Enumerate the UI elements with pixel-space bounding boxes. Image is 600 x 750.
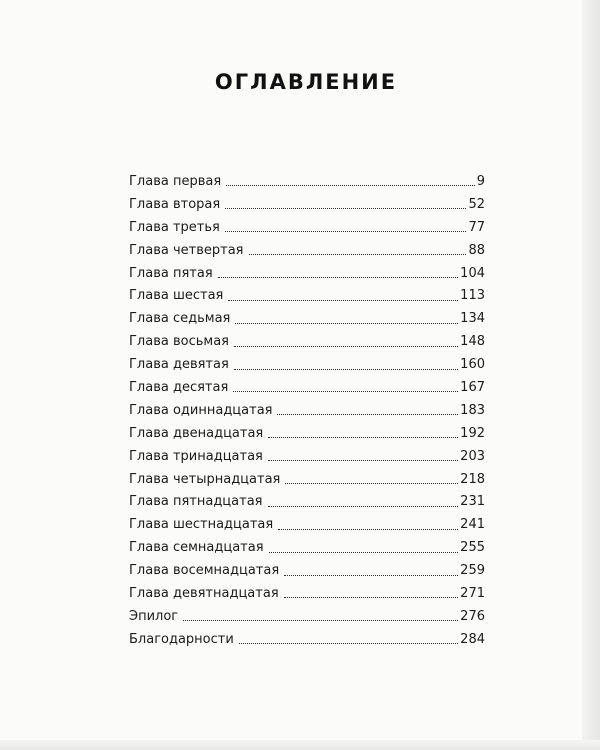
toc-entry-page: 9 [476,173,485,189]
toc-entry [129,193,485,216]
toc-entry [129,284,485,307]
toc-entry [129,422,485,445]
toc-entry-label: Глава девятая [129,357,229,373]
toc-entry [129,399,485,422]
toc-entry-page: 192 [460,425,485,441]
dot-leader [218,276,459,278]
dot-leader [277,413,458,415]
toc-entry-label: Глава пятая [129,265,213,281]
table-of-contents [129,170,485,651]
page-title: ОГЛАВЛЕНИЕ [214,70,398,94]
toc-entry-label: Глава первая [129,173,222,189]
toc-entry [129,513,485,536]
toc-entry [129,262,485,285]
toc-entry-page: 241 [460,517,485,533]
toc-entry [129,307,485,330]
dot-leader [269,551,459,553]
toc-entry-page: 104 [460,265,485,281]
dot-leader [239,642,458,644]
toc-entry [129,330,485,353]
toc-entry-label: Глава одиннадцатая [129,402,273,418]
toc-entry-page: 255 [460,540,485,556]
toc-entry-label: Глава седьмая [129,311,231,327]
toc-entry [129,376,485,399]
dot-leader [249,253,467,255]
toc-entry-label: Глава девятнадцатая [129,585,279,601]
toc-entry [129,468,485,491]
toc-entry-label: Глава четырнадцатая [129,471,281,487]
toc-entry [129,605,485,628]
dot-leader [278,528,458,530]
dot-leader [225,207,466,209]
toc-entry-page: 88 [468,242,485,258]
toc-entry [129,353,485,376]
toc-entry-label: Эпилог [129,608,179,624]
dot-leader [284,574,458,576]
toc-entry [129,490,485,513]
toc-entry-label: Глава пятнадцатая [129,494,263,510]
toc-entry-page: 77 [468,219,485,235]
dot-leader [234,345,458,347]
toc-entry-label: Глава тринадцатая [129,448,263,464]
toc-entry-label: Глава восемнадцатая [129,563,280,579]
toc-entry-label: Глава третья [129,219,220,235]
dot-leader [226,184,475,186]
toc-entry [129,170,485,193]
dot-leader [183,619,458,621]
toc-entry [129,582,485,605]
toc-entry [129,536,485,559]
toc-entry [129,628,485,651]
toc-entry-page: 183 [460,402,485,418]
toc-entry-page: 276 [460,608,485,624]
toc-entry [129,445,485,468]
toc-entry [129,559,485,582]
toc-entry-label: Глава шестнадцатая [129,517,274,533]
dot-leader [233,390,458,392]
toc-entry-page: 259 [460,563,485,579]
dot-leader [234,368,458,370]
toc-entry-page: 148 [460,334,485,350]
toc-entry-label: Глава двенадцатая [129,425,264,441]
toc-entry-page: 218 [460,471,485,487]
scan-edge-bottom [0,740,600,750]
toc-entry-page: 284 [460,631,485,647]
toc-entry-label: Глава вторая [129,196,221,212]
dot-leader [285,482,458,484]
toc-entry-label: Благодарности [129,631,234,647]
scan-edge-right [582,0,600,750]
toc-entry-page: 203 [460,448,485,464]
toc-entry-page: 113 [460,288,485,304]
toc-entry-page: 52 [468,196,485,212]
dot-leader [225,230,467,232]
toc-entry-page: 134 [460,311,485,327]
toc-entry-page: 167 [460,379,485,395]
dot-leader [268,459,458,461]
toc-entry-label: Глава восьмая [129,334,229,350]
toc-entry-label: Глава шестая [129,288,224,304]
toc-entry [129,239,485,262]
dot-leader [228,299,458,301]
toc-entry-page: 271 [460,585,485,601]
dot-leader [268,505,459,507]
toc-entry [129,216,485,239]
toc-entry-label: Глава десятая [129,379,229,395]
toc-entry-label: Глава четвертая [129,242,244,258]
toc-entry-page: 231 [460,494,485,510]
toc-entry-label: Глава семнадцатая [129,540,264,556]
toc-entry-page: 160 [460,357,485,373]
dot-leader [268,436,458,438]
dot-leader [235,322,458,324]
dot-leader [284,596,459,598]
